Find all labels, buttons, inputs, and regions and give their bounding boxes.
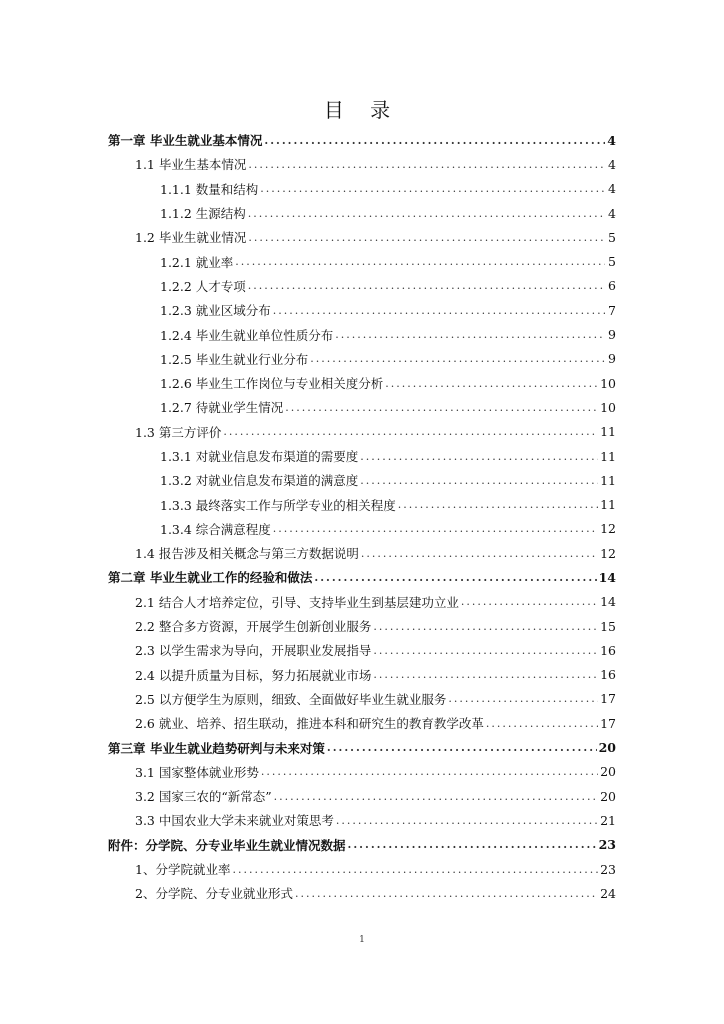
toc-entry-label: 1.2 毕业生就业情况 — [135, 230, 247, 246]
toc-entry-label: 1.3.4 综合满意程度 — [160, 521, 271, 537]
toc-dot-leader — [232, 863, 598, 876]
toc-entry-label: 2.5 以方便学生为原则，细致、全面做好毕业生就业服务 — [135, 691, 447, 707]
toc-entry[interactable] — [108, 322, 616, 346]
toc-entry-label: 2.2 整合多方资源，开展学生创新创业服务 — [135, 619, 372, 635]
toc-dot-leader — [373, 668, 598, 681]
toc-entry[interactable] — [108, 152, 616, 176]
toc-entry-page: 16 — [600, 667, 616, 683]
toc-entry-label: 1.2.6 毕业生工作岗位与专业相关度分析 — [160, 376, 384, 392]
toc-dot-leader — [461, 595, 598, 608]
toc-dot-leader — [264, 134, 605, 147]
toc-entry[interactable] — [108, 249, 616, 273]
toc-entry[interactable] — [108, 735, 616, 759]
toc-dot-leader — [486, 717, 598, 730]
toc-entry-label: 3.3 中国农业大学未来就业对策思考 — [135, 813, 334, 829]
toc-entry-label: 1.1.2 生源结构 — [160, 206, 246, 222]
toc-dot-leader — [248, 231, 605, 244]
toc-entry-label: 1.3.3 最终落实工作与所学专业的相关程度 — [160, 497, 396, 513]
toc-dot-leader — [260, 182, 605, 195]
toc-entry-label: 第三章 毕业生就业趋势研判与未来对策 — [108, 740, 325, 756]
toc-entry-page: 10 — [600, 399, 616, 415]
toc-entry-page: 5 — [608, 229, 616, 245]
toc-entry-page: 16 — [600, 642, 616, 658]
toc-dot-leader — [360, 450, 598, 463]
toc-entry-label: 1.2.4 毕业生就业单位性质分布 — [160, 327, 334, 343]
toc-entry-label: 2.6 就业、培养、招生联动，推进本科和研究生的教育教学改革 — [135, 716, 484, 732]
toc-dot-leader — [448, 692, 598, 705]
toc-entry[interactable] — [108, 614, 616, 638]
toc-entry-label: 2.4 以提升质量为目标，努力拓展就业市场 — [135, 667, 372, 683]
toc-entry-label: 1、分学院就业率 — [135, 862, 231, 878]
toc-entry-page: 11 — [600, 472, 616, 488]
toc-entry[interactable] — [108, 881, 616, 905]
toc-entry-page: 14 — [600, 594, 616, 610]
toc-dot-leader — [360, 474, 598, 487]
toc-entry[interactable] — [108, 711, 616, 735]
toc-entry-page: 20 — [598, 740, 616, 756]
toc-entry-label: 1.2.5 毕业生就业行业分布 — [160, 351, 309, 367]
toc-entry-page: 20 — [600, 788, 616, 804]
toc-entry-page: 11 — [600, 497, 616, 513]
toc-entry-label: 1.2.2 人才专项 — [160, 278, 246, 294]
toc-entry-page: 23 — [600, 861, 616, 877]
toc-entry-page: 11 — [600, 424, 616, 440]
toc-entry[interactable] — [108, 395, 616, 419]
toc-entry-label: 1.3 第三方评价 — [135, 424, 222, 440]
toc-dot-leader — [235, 255, 605, 268]
toc-entry-page: 6 — [608, 278, 616, 294]
toc-dot-leader — [223, 425, 598, 438]
toc-entry-page: 21 — [600, 812, 616, 828]
toc-dot-leader — [398, 498, 598, 511]
toc-entry-page: 5 — [608, 254, 616, 270]
toc-entry-page: 4 — [607, 132, 616, 148]
toc-entry-page: 17 — [600, 715, 616, 731]
toc-entry-label: 2.3 以学生需求为导向，开展职业发展指导 — [135, 643, 372, 659]
toc-entry-label: 1.2.3 就业区域分布 — [160, 303, 271, 319]
toc-entry-page: 4 — [608, 181, 616, 197]
toc-entry-page: 20 — [600, 764, 616, 780]
table-of-contents — [108, 128, 616, 906]
toc-entry-page: 17 — [600, 691, 616, 707]
toc-entry[interactable] — [108, 638, 616, 662]
toc-dot-leader — [348, 838, 597, 851]
toc-entry[interactable] — [108, 492, 616, 516]
toc-dot-leader — [373, 620, 598, 633]
toc-dot-leader — [361, 547, 598, 560]
toc-entry-page: 7 — [608, 302, 616, 318]
toc-entry-page: 9 — [608, 351, 616, 367]
toc-entry-page: 9 — [608, 327, 616, 343]
toc-dot-leader — [273, 304, 605, 317]
toc-entry-label: 1.2.1 就业率 — [160, 254, 234, 270]
toc-entry[interactable] — [108, 517, 616, 541]
toc-entry-label: 2.1 结合人才培养定位，引导、支持毕业生到基层建功立业 — [135, 594, 459, 610]
toc-entry[interactable] — [108, 808, 616, 832]
toc-entry-label: 3.1 国家整体就业形势 — [135, 764, 259, 780]
toc-entry-page: 23 — [598, 837, 616, 853]
toc-entry-page: 4 — [608, 156, 616, 172]
toc-entry[interactable] — [108, 663, 616, 687]
toc-entry-page: 15 — [600, 618, 616, 634]
toc-dot-leader — [385, 377, 598, 390]
toc-entry[interactable] — [108, 128, 616, 152]
toc-entry[interactable] — [108, 687, 616, 711]
toc-dot-leader — [373, 644, 598, 657]
toc-entry-label: 1.3.1 对就业信息发布渠道的需要度 — [160, 449, 359, 464]
toc-entry-label: 1.3.2 对就业信息发布渠道的满意度 — [160, 473, 359, 489]
toc-dot-leader — [248, 279, 605, 292]
toc-entry[interactable] — [108, 590, 616, 614]
toc-entry-page: 11 — [600, 448, 616, 464]
toc-entry-label: 第一章 毕业生就业基本情况 — [108, 133, 263, 149]
toc-entry[interactable] — [108, 444, 616, 468]
toc-entry-label: 1.1 毕业生基本情况 — [135, 157, 247, 173]
toc-dot-leader — [274, 790, 598, 803]
toc-entry-label: 第二章 毕业生就业工作的经验和做法 — [108, 570, 313, 586]
toc-entry-page: 12 — [600, 521, 616, 537]
toc-dot-leader — [314, 571, 596, 584]
toc-entry[interactable] — [108, 201, 616, 225]
toc-dot-leader — [261, 765, 598, 778]
toc-entry-page: 10 — [600, 375, 616, 391]
toc-entry-label: 2、分学院、分专业就业形式 — [135, 886, 293, 902]
toc-entry-label: 3.2 国家三农的“新常态” — [135, 789, 272, 805]
toc-entry[interactable] — [108, 760, 616, 784]
toc-dot-leader — [248, 207, 605, 220]
toc-dot-leader — [273, 522, 598, 535]
toc-entry[interactable] — [108, 468, 616, 492]
toc-entry-page: 24 — [600, 885, 616, 901]
toc-entry[interactable] — [108, 347, 616, 371]
toc-dot-leader — [327, 741, 597, 754]
page-number: 1 — [359, 935, 365, 945]
toc-entry[interactable] — [108, 784, 616, 808]
toc-entry-page: 12 — [600, 545, 616, 561]
toc-entry[interactable] — [108, 565, 616, 589]
toc-entry[interactable] — [108, 420, 616, 444]
toc-entry-page: 4 — [608, 205, 616, 221]
toc-entry-label: 附件：分学院、分专业毕业生就业情况数据 — [108, 837, 346, 853]
toc-entry-label: 1.2.7 待就业学生情况 — [160, 400, 284, 416]
toc-entry-label: 1.1.1 数量和结构 — [160, 181, 259, 197]
toc-dot-leader — [335, 328, 605, 341]
toc-dot-leader — [248, 158, 605, 171]
toc-entry[interactable] — [108, 274, 616, 298]
toc-entry[interactable] — [108, 833, 616, 857]
toc-entry-label: 1.4 报告涉及相关概念与第三方数据说明 — [135, 546, 359, 562]
toc-entry[interactable] — [108, 225, 616, 249]
toc-dot-leader — [310, 352, 605, 365]
toc-entry[interactable] — [108, 298, 616, 322]
toc-entry-page: 14 — [598, 569, 616, 585]
toc-dot-leader — [295, 887, 598, 900]
toc-entry[interactable] — [108, 371, 616, 395]
toc-dot-leader — [285, 401, 598, 414]
toc-entry[interactable] — [108, 177, 616, 201]
toc-entry[interactable] — [108, 857, 616, 881]
toc-entry[interactable] — [108, 541, 616, 565]
toc-title: 目 录 — [323, 98, 401, 122]
toc-dot-leader — [336, 814, 598, 827]
